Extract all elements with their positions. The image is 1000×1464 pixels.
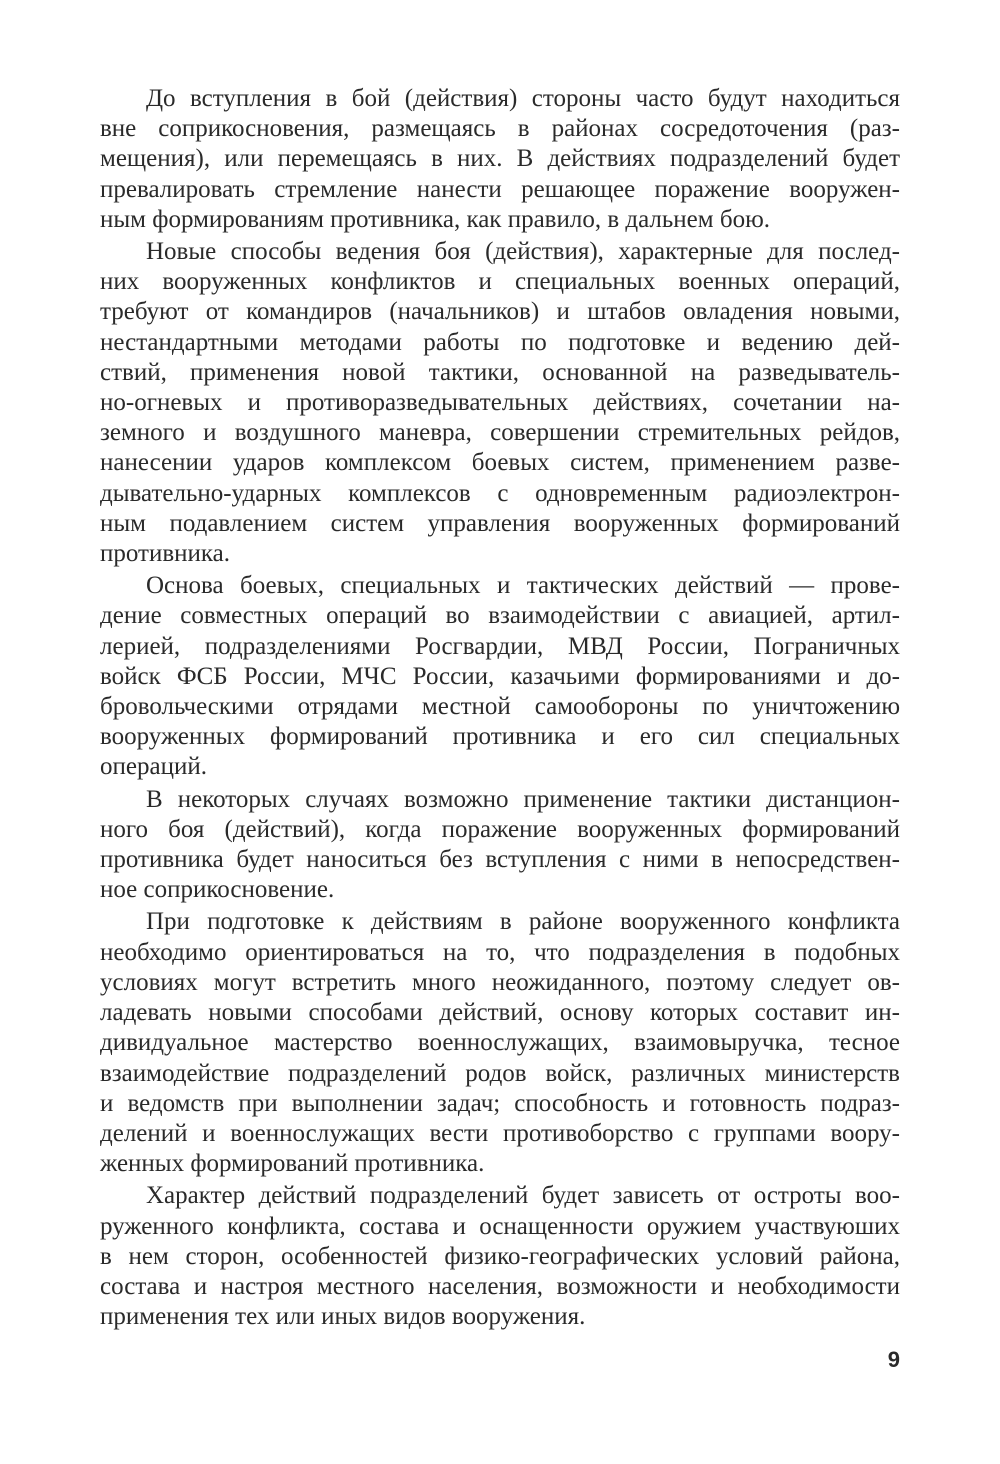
paragraph-1 [100,84,900,235]
paragraph-3 [100,571,900,782]
text-line: условиях могут встретить много неожиданного, поэтому следует ов- [100,968,900,996]
text-line: ного боя (действий), когда поражение вооруженных формирований [100,815,900,843]
text-line: дывательно-ударных комплексов с одновременным радиоэлектрон- [100,479,900,507]
text-line: В некоторых случаях возможно применение тактики дистанцион- [146,785,900,813]
text-line: нанесении ударов комплексом боевых систем, применением разве- [100,449,900,477]
text-line: и ведомств при выполнении задач; способность и готовность подраз- [100,1089,900,1117]
text-line: Характер действий подразделений будет зависеть от остроты воо- [146,1182,900,1210]
text-line: необходимо ориентироваться на то, что подразделения в подобных [100,938,900,966]
text-line: требуют от командиров (начальников) и штабов овладения новыми, [100,298,900,326]
page-number: 9 [887,1347,900,1372]
text-line: ным подавлением систем управления вооруженных формирований [100,509,900,537]
text-line: Новые способы ведения боя (действия), характерные для послед- [146,238,900,266]
text-line: делений и военнослужащих вести противоборство с группами воору- [100,1119,900,1147]
text-line: взаимодействие подразделений родов войск, различных министерств [100,1059,900,1087]
text-line: вооруженных формирований противника и его сил специальных [100,723,900,751]
paragraph-4 [100,785,900,906]
text-line: дивидуальное мастерство военнослужащих, взаимовыручка, тесное [100,1029,900,1057]
paragraph-2 [100,237,900,569]
text-line: лерией, подразделениями Росгвардии, МВД России, Пограничных [100,632,900,660]
text-line: состава и настроя местного населения, возможности и необходимости [100,1272,900,1300]
text-line: ным формированиям противника, как правило, в дальнем бою. [100,205,770,233]
text-line: в нем сторон, особенностей физико-географических условий района, [100,1242,900,1270]
text-line: При подготовке к действиям в районе вооруженного конфликта [146,908,900,936]
text-line: женных формирований противника. [100,1150,485,1178]
text-line: противника будет наноситься без вступления с ними в непосредствен- [100,846,900,874]
text-line: дение совместных операций во взаимодействии с авиацией, артил- [100,602,900,630]
text-line: руженного конфликта, состава и оснащенности оружием участвуюших [100,1212,900,1240]
text-line: нестандартными методами работы по подготовке и ведению дей- [100,328,900,356]
text-line: но-огневых и противоразведывательных действиях, сочетании на- [100,389,900,417]
paragraph-5 [100,907,900,1179]
text-line: До вступления в бой (действия) стороны часто будут находиться [146,85,900,112]
text-line: операций. [100,753,207,781]
text-line: мещения), или перемещаясь в них. В действиях подразделений будет [100,145,900,173]
text-line: них вооруженных конфликтов и специальных военных операций, [100,268,900,296]
text-line: ствий, применения новой тактики, основанной на разведыватель- [100,358,900,386]
page-body [100,84,900,1334]
text-line: применения тех или иных видов вооружения. [100,1303,586,1331]
text-line: бровольческими отрядами местной самообороны по уничтожению [100,693,900,721]
text-line: ладевать новыми способами действий, основу которых составит ин- [100,999,900,1027]
text-line: превалировать стремление нанести решающее поражение вооружен- [100,175,900,203]
text-line: войск ФСБ России, МЧС России, казачьими формированиями и до- [100,662,900,690]
text-line: Основа боевых, специальных и тактических действий — прове- [146,572,900,600]
text-line: земного и воздушного маневра, совершении стремительных рейдов, [100,419,900,447]
paragraph-6 [100,1181,900,1332]
text-line: вне соприкосновения, размещаясь в районах сосредоточения (раз- [100,115,900,143]
text-line: ное соприкосновение. [100,876,335,904]
text-line: противника. [100,540,231,568]
